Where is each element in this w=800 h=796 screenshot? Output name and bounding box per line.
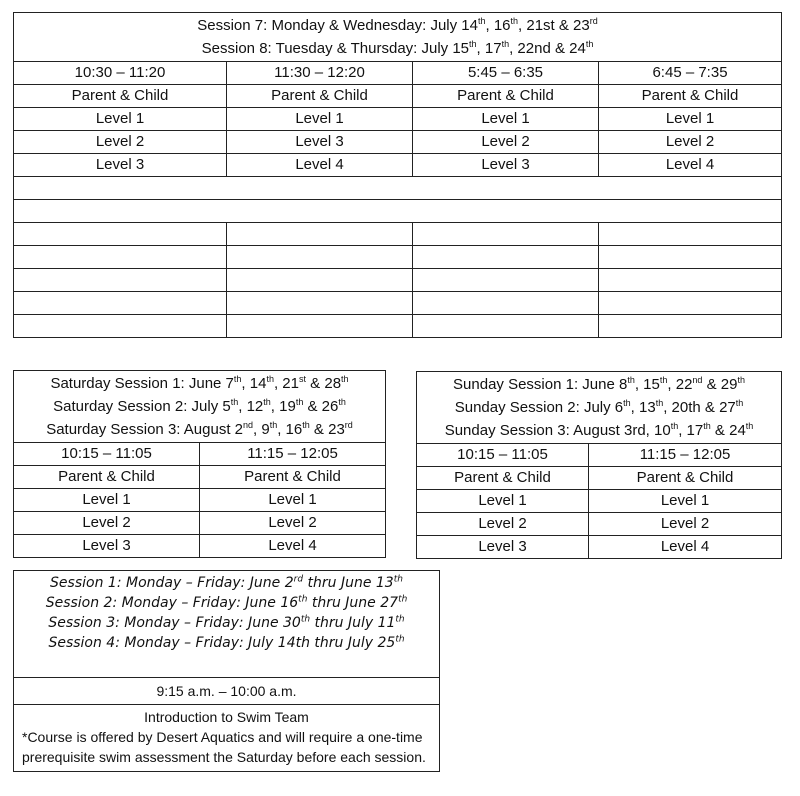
class-cell: Level 2 bbox=[417, 513, 589, 536]
ordinal-suffix: th bbox=[469, 39, 477, 49]
time-row bbox=[14, 678, 440, 705]
header-text: , 12 bbox=[238, 398, 264, 415]
header-text: Saturday Session 2: July 5 bbox=[53, 398, 231, 415]
header-line bbox=[417, 373, 781, 396]
ordinal-suffix: th bbox=[627, 375, 635, 385]
time-slot: 10:30 – 11:20 bbox=[14, 62, 227, 85]
header-text: , 9 bbox=[253, 421, 270, 438]
ordinal-suffix: th bbox=[737, 375, 745, 385]
header-text: thru June 27 bbox=[307, 595, 399, 611]
class-cell: Parent & Child bbox=[413, 85, 599, 108]
header-text: Session 3: Monday – Friday: June 30 bbox=[48, 615, 301, 631]
empty-row bbox=[14, 269, 782, 292]
ordinal-suffix: th bbox=[659, 375, 668, 385]
time-row bbox=[14, 443, 386, 466]
header-line bbox=[14, 418, 385, 441]
empty-row bbox=[14, 177, 782, 200]
class-row bbox=[14, 512, 386, 535]
class-cell: Parent & Child bbox=[589, 467, 782, 490]
class-cell: Level 2 bbox=[589, 513, 782, 536]
ordinal-suffix: th bbox=[510, 16, 519, 26]
ordinal-suffix: rd bbox=[589, 16, 598, 26]
header-text: , 19 bbox=[270, 398, 296, 415]
empty-cell bbox=[599, 315, 782, 338]
header-text: Saturday Session 3: August 2 bbox=[46, 421, 243, 438]
class-cell: Level 3 bbox=[413, 154, 599, 177]
header-line bbox=[14, 573, 439, 593]
empty-cell bbox=[599, 223, 782, 246]
header-text: & 24 bbox=[710, 422, 746, 439]
header-text: , 14 bbox=[241, 375, 267, 392]
class-cell: Level 1 bbox=[14, 489, 200, 512]
ordinal-suffix: th bbox=[266, 374, 274, 384]
empty-cell bbox=[227, 315, 413, 338]
class-cell: Level 3 bbox=[227, 131, 413, 154]
header-text: , 17 bbox=[476, 40, 502, 57]
weekday-session-header bbox=[14, 13, 782, 62]
ordinal-suffix: th bbox=[302, 420, 310, 430]
class-row bbox=[14, 466, 386, 489]
ordinal-suffix: th bbox=[230, 397, 239, 407]
class-cell: Level 4 bbox=[200, 535, 386, 558]
class-cell: Level 4 bbox=[589, 536, 782, 559]
header-text: thru July 11 bbox=[310, 615, 396, 631]
class-row bbox=[14, 535, 386, 558]
ordinal-suffix: th bbox=[395, 614, 405, 625]
header-line bbox=[14, 395, 385, 418]
header-text: & 23 bbox=[309, 421, 345, 438]
ordinal-suffix: th bbox=[341, 374, 349, 384]
ordinal-suffix: th bbox=[263, 397, 271, 407]
empty-cell bbox=[14, 223, 227, 246]
header-text: , 16 bbox=[485, 17, 511, 34]
weekday-schedule-table bbox=[13, 12, 782, 338]
ordinal-suffix: th bbox=[393, 574, 403, 585]
header-text: , 22 bbox=[667, 376, 693, 393]
header-line bbox=[417, 396, 781, 419]
empty-cell bbox=[599, 269, 782, 292]
header-text: thru June 13 bbox=[303, 575, 394, 591]
class-cell: Level 1 bbox=[14, 108, 227, 131]
class-cell: Level 4 bbox=[599, 154, 782, 177]
empty-cell bbox=[599, 246, 782, 269]
empty-cell bbox=[14, 315, 227, 338]
header-text: , 22nd & 24 bbox=[509, 40, 586, 57]
ordinal-suffix: th bbox=[398, 594, 408, 605]
weekday-header-row bbox=[14, 13, 782, 62]
header-line bbox=[14, 633, 439, 653]
time-slot: 5:45 – 6:35 bbox=[413, 62, 599, 85]
class-cell: Parent & Child bbox=[14, 85, 227, 108]
header-text: Session 4: Monday – Friday: July 14th thru July 25 bbox=[48, 635, 396, 651]
class-cell: Level 1 bbox=[200, 489, 386, 512]
time-row bbox=[14, 62, 782, 85]
header-text: , 21st & 23 bbox=[518, 17, 590, 34]
header-text: Sunday Session 2: July 6 bbox=[454, 399, 624, 416]
class-cell: Level 2 bbox=[14, 131, 227, 154]
header-text: Session 2: Monday – Friday: June 16 bbox=[45, 595, 299, 611]
ordinal-suffix: th bbox=[233, 374, 242, 384]
class-row bbox=[14, 108, 782, 131]
swim-team-header-row bbox=[14, 571, 440, 678]
header-text: & 28 bbox=[306, 375, 342, 392]
header-line bbox=[14, 14, 781, 37]
class-cell: Level 2 bbox=[200, 512, 386, 535]
ordinal-suffix: st bbox=[299, 374, 307, 384]
empty-row bbox=[14, 246, 782, 269]
header-text: , 15 bbox=[634, 376, 660, 393]
class-cell: Level 2 bbox=[599, 131, 782, 154]
empty-cell bbox=[413, 315, 599, 338]
sunday-schedule-table bbox=[416, 371, 782, 559]
course-row bbox=[14, 705, 440, 772]
empty-cell bbox=[227, 292, 413, 315]
header-line bbox=[417, 419, 781, 442]
empty-cell bbox=[599, 292, 782, 315]
empty-row bbox=[14, 315, 782, 338]
saturday-schedule-table bbox=[13, 370, 386, 558]
header-text: Saturday Session 1: June 7 bbox=[50, 375, 234, 392]
saturday-session-header bbox=[14, 371, 386, 443]
ordinal-suffix: th bbox=[745, 421, 754, 431]
class-cell: Parent & Child bbox=[417, 467, 589, 490]
class-cell: Level 1 bbox=[417, 490, 589, 513]
class-row bbox=[14, 131, 782, 154]
header-text: , 20th & 27 bbox=[663, 399, 736, 416]
course-title: Introduction to Swim Team bbox=[144, 709, 309, 725]
header-text: , 13 bbox=[630, 399, 656, 416]
empty-cell bbox=[14, 200, 782, 223]
header-text: , 17 bbox=[678, 422, 704, 439]
swim-team-session-header bbox=[14, 571, 440, 678]
header-text: , 16 bbox=[277, 421, 303, 438]
header-text: , 21 bbox=[273, 375, 299, 392]
course-note: *Course is offered by Desert Aquatics and will require a one-time prerequisite swim assessment the Saturday before each session. bbox=[22, 729, 426, 765]
class-row bbox=[417, 513, 782, 536]
header-text: & 29 bbox=[702, 376, 738, 393]
empty-cell bbox=[413, 223, 599, 246]
ordinal-suffix: th bbox=[477, 16, 486, 26]
class-cell: Level 4 bbox=[227, 154, 413, 177]
class-cell: Level 2 bbox=[14, 512, 200, 535]
class-cell: Parent & Child bbox=[599, 85, 782, 108]
empty-cell bbox=[413, 292, 599, 315]
class-cell: Level 3 bbox=[14, 154, 227, 177]
class-cell: Level 1 bbox=[413, 108, 599, 131]
sunday-session-header bbox=[417, 372, 782, 444]
class-cell: Level 2 bbox=[413, 131, 599, 154]
empty-cell bbox=[14, 269, 227, 292]
class-cell: Level 1 bbox=[227, 108, 413, 131]
header-text: Session 8: Tuesday & Thursday: July 15 bbox=[201, 40, 470, 57]
ordinal-suffix: th bbox=[295, 397, 304, 407]
empty-cell bbox=[14, 292, 227, 315]
class-cell: Level 3 bbox=[417, 536, 589, 559]
ordinal-suffix: nd bbox=[692, 375, 703, 385]
class-row bbox=[14, 489, 386, 512]
time-row bbox=[417, 444, 782, 467]
header-text: Session 1: Monday – Friday: June 2 bbox=[50, 575, 294, 591]
ordinal-suffix: rd bbox=[293, 574, 304, 585]
ordinal-suffix: th bbox=[623, 398, 631, 408]
class-row bbox=[417, 490, 782, 513]
class-cell: Level 1 bbox=[589, 490, 782, 513]
ordinal-suffix: th bbox=[670, 421, 679, 431]
header-line bbox=[14, 372, 385, 395]
ordinal-suffix: th bbox=[338, 397, 346, 407]
class-row bbox=[14, 154, 782, 177]
course-cell bbox=[14, 705, 440, 772]
class-cell: Level 3 bbox=[14, 535, 200, 558]
ordinal-suffix: th bbox=[298, 594, 308, 605]
time-slot: 11:15 – 12:05 bbox=[589, 444, 782, 467]
class-cell: Parent & Child bbox=[200, 466, 386, 489]
ordinal-suffix: th bbox=[395, 634, 405, 645]
header-line bbox=[14, 593, 439, 613]
time-slot: 11:15 – 12:05 bbox=[200, 443, 386, 466]
empty-cell bbox=[413, 269, 599, 292]
ordinal-suffix: th bbox=[300, 614, 311, 625]
empty-row bbox=[14, 292, 782, 315]
ordinal-suffix: th bbox=[655, 398, 664, 408]
class-cell: Parent & Child bbox=[227, 85, 413, 108]
ordinal-suffix: th bbox=[703, 421, 711, 431]
empty-cell bbox=[227, 246, 413, 269]
header-line bbox=[14, 37, 781, 60]
class-cell: Parent & Child bbox=[14, 466, 200, 489]
time-slot: 10:15 – 11:05 bbox=[14, 443, 200, 466]
ordinal-suffix: th bbox=[735, 398, 744, 408]
header-text: Session 7: Monday & Wednesday: July 14 bbox=[197, 17, 478, 34]
ordinal-suffix: rd bbox=[344, 420, 353, 430]
empty-cell bbox=[227, 223, 413, 246]
time-slot: 10:15 – 11:05 bbox=[417, 444, 589, 467]
class-row bbox=[417, 467, 782, 490]
ordinal-suffix: th bbox=[269, 420, 278, 430]
header-text: Sunday Session 1: June 8 bbox=[453, 376, 628, 393]
class-row bbox=[417, 536, 782, 559]
ordinal-suffix: nd bbox=[243, 420, 254, 430]
ordinal-suffix: th bbox=[501, 39, 510, 49]
sunday-header-row bbox=[417, 372, 782, 444]
empty-row bbox=[14, 223, 782, 246]
empty-cell bbox=[413, 246, 599, 269]
empty-cell bbox=[14, 246, 227, 269]
time-slot: 6:45 – 7:35 bbox=[599, 62, 782, 85]
class-row bbox=[14, 85, 782, 108]
empty-cell bbox=[14, 177, 782, 200]
time-slot: 9:15 a.m. – 10:00 a.m. bbox=[14, 678, 440, 705]
swim-team-table bbox=[13, 570, 440, 772]
empty-cell bbox=[227, 269, 413, 292]
ordinal-suffix: th bbox=[585, 39, 594, 49]
empty-row bbox=[14, 200, 782, 223]
class-cell: Level 1 bbox=[599, 108, 782, 131]
header-text: Sunday Session 3: August 3rd, 10 bbox=[444, 422, 671, 439]
time-slot: 11:30 – 12:20 bbox=[227, 62, 413, 85]
header-text: & 26 bbox=[303, 398, 339, 415]
saturday-header-row bbox=[14, 371, 386, 443]
header-line bbox=[14, 613, 439, 633]
